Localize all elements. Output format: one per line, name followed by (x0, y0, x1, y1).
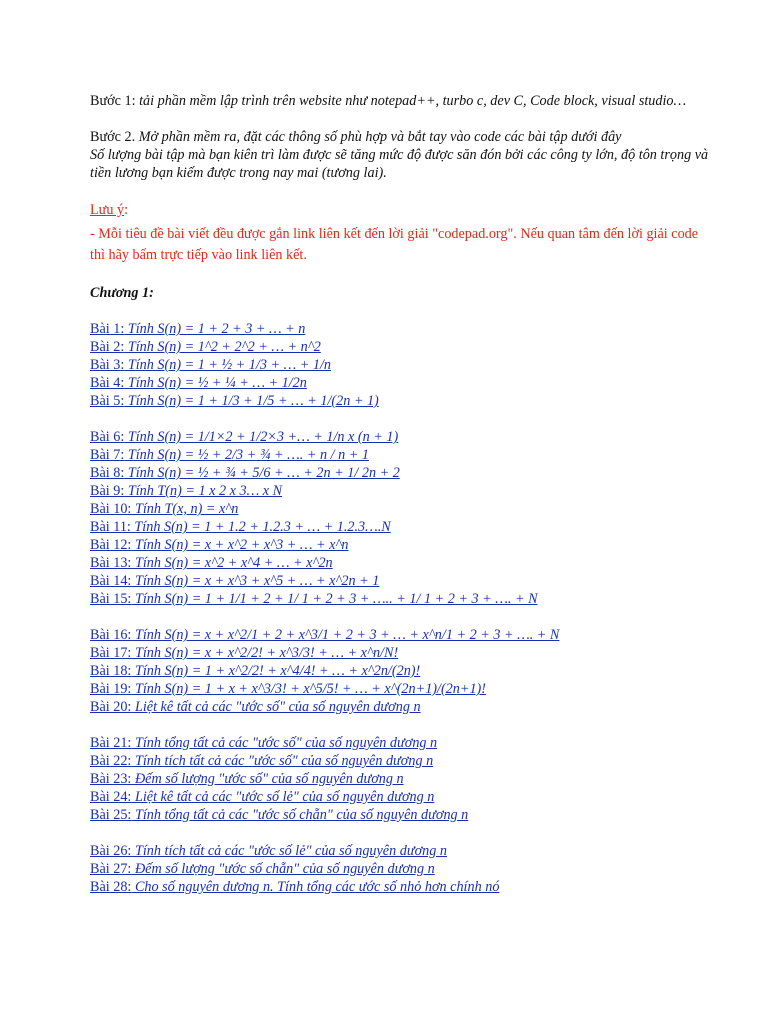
exercise-number: Bài 17: (90, 645, 132, 661)
exercise-title: Liệt kê tất cả các "ước số lẻ" của số nguyên dương n (131, 789, 435, 805)
exercise-number: Bài 4: (90, 375, 125, 391)
note-heading-colon: : (124, 202, 129, 218)
exercise-link[interactable] (90, 428, 710, 446)
exercise-title: Tính S(n) = x + x^3 + x^5 + … + x^2n + 1 (131, 573, 380, 589)
exercise-title: Tính S(n) = 1 + 2 + 3 + … + n (124, 321, 306, 337)
exercise-number: Bài 14: (90, 573, 132, 589)
exercise-title: Tính S(n) = ½ + ¾ + 5/6 + … + 2n + 1/ 2n + 2 (124, 465, 400, 481)
exercise-title: Tính tích tất cả các "ước số" của số nguyên dương n (131, 753, 434, 769)
exercise-group (90, 626, 710, 716)
exercise-number: Bài 7: (90, 447, 125, 463)
exercise-title: Đếm số lượng "ước số" của số nguyên dương n (131, 771, 404, 787)
exercise-link[interactable] (90, 392, 710, 410)
exercise-link[interactable] (90, 788, 710, 806)
exercise-link[interactable] (90, 626, 710, 644)
step-2 (90, 128, 710, 146)
exercise-title: Cho số nguyên dương n. Tính tổng các ước số nhỏ hơn chính nó (131, 879, 500, 895)
exercise-group (90, 842, 710, 896)
exercise-list (90, 320, 710, 896)
exercise-title: Tính S(n) = x^2 + x^4 + … + x^2n (131, 555, 333, 571)
exercise-number: Bài 23: (90, 771, 132, 787)
exercise-link[interactable] (90, 320, 710, 338)
exercise-title: Tính tổng tất cả các "ước số chẵn" của số nguyên dương n (131, 807, 469, 823)
exercise-number: Bài 9: (90, 483, 125, 499)
exercise-number: Bài 18: (90, 663, 132, 679)
exercise-title: Tính tích tất cả các "ước số lẻ" của số nguyên dương n (131, 843, 447, 859)
step-2-prefix: Bước 2. (90, 129, 139, 145)
exercise-number: Bài 19: (90, 681, 132, 697)
exercise-title: Tính S(n) = x + x^2/2! + x^3/3! + … + x^n/N! (131, 645, 399, 661)
document-page (90, 92, 710, 914)
exercise-group (90, 734, 710, 824)
exercise-title: Tính S(n) = 1 + 1.2 + 1.2.3 + … + 1.2.3….N (130, 519, 391, 535)
exercise-title: Tính S(n) = 1 + 1/3 + 1/5 + … + 1/(2n + 1) (124, 393, 379, 409)
exercise-number: Bài 27: (90, 861, 132, 877)
exercise-group (90, 320, 710, 410)
step-2-text: Mở phần mềm ra, đặt các thông số phù hợp và bắt tay vào code các bài tập dưới đây (138, 129, 622, 145)
exercise-number: Bài 2: (90, 339, 125, 355)
exercise-link[interactable] (90, 554, 710, 572)
exercise-number: Bài 5: (90, 393, 125, 409)
exercise-title: Tính S(n) = 1 + x + x^3/3! + x^5/5! + … + x^(2n+1)/(2n+1)! (131, 681, 486, 697)
exercise-link[interactable] (90, 842, 710, 860)
exercise-number: Bài 3: (90, 357, 125, 373)
exercise-link[interactable] (90, 680, 710, 698)
exercise-link[interactable] (90, 464, 710, 482)
step-1 (90, 92, 710, 110)
exercise-link[interactable] (90, 698, 710, 716)
exercise-link[interactable] (90, 878, 710, 896)
exercise-link[interactable] (90, 374, 710, 392)
exercise-number: Bài 24: (90, 789, 132, 805)
exercise-number: Bài 25: (90, 807, 132, 823)
exercise-link[interactable] (90, 860, 710, 878)
exercise-number: Bài 21: (90, 735, 132, 751)
exercise-title: Tính S(n) = 1 + 1/1 + 2 + 1/ 1 + 2 + 3 + ….. + 1/ 1 + 2 + 3 + …. + N (131, 591, 538, 607)
exercise-title: Tính S(n) = ½ + ¼ + … + 1/2n (124, 375, 307, 391)
note-body: - Mỗi tiêu đề bài viết đều được gắn link liên kết đến lời giải "codepad.org". Nếu quan tâm đến lời giải code thì hãy bấm trực tiếp vào link liên kết. (90, 226, 699, 263)
exercise-link[interactable] (90, 338, 710, 356)
exercise-title: Tính S(n) = 1/1×2 + 1/2×3 +… + 1/n x (n + 1) (124, 429, 399, 445)
exercise-title: Tính S(n) = 1 + ½ + 1/3 + … + 1/n (124, 357, 331, 373)
exercise-title: Tính T(n) = 1 x 2 x 3… x N (124, 483, 283, 499)
exercise-link[interactable] (90, 356, 710, 374)
exercise-title: Tính T(x, n) = x^n (131, 501, 239, 517)
exercise-number: Bài 28: (90, 879, 132, 895)
exercise-link[interactable] (90, 572, 710, 590)
exercise-link[interactable] (90, 500, 710, 518)
exercise-number: Bài 1: (90, 321, 125, 337)
exercise-link[interactable] (90, 518, 710, 536)
exercise-number: Bài 13: (90, 555, 132, 571)
exercise-number: Bài 8: (90, 465, 125, 481)
exercise-title: Tính S(n) = ½ + 2/3 + ¾ + …. + n / n + 1 (124, 447, 369, 463)
exercise-number: Bài 26: (90, 843, 132, 859)
exercise-group (90, 428, 710, 608)
exercise-number: Bài 20: (90, 699, 132, 715)
step-1-text: tải phần mềm lập trình trên website như notepad++, turbo c, dev C, Code block, visual studio… (139, 93, 687, 109)
exercise-link[interactable] (90, 536, 710, 554)
exercise-link[interactable] (90, 644, 710, 662)
exercise-link[interactable] (90, 482, 710, 500)
exercise-number: Bài 10: (90, 501, 132, 517)
exercise-link[interactable] (90, 734, 710, 752)
exercise-title: Tính tổng tất cả các "ước số" của số nguyên dương n (131, 735, 438, 751)
chapter-title: Chương 1: (90, 285, 154, 301)
exercise-title: Đếm số lượng "ước số chẵn" của số nguyên dương n (131, 861, 435, 877)
exercise-number: Bài 16: (90, 627, 132, 643)
intro-paragraph (90, 146, 710, 182)
note-heading (90, 201, 710, 219)
exercise-title: Tính S(n) = 1 + x^2/2! + x^4/4! + … + x^2n/(2n)! (131, 663, 421, 679)
exercise-number: Bài 12: (90, 537, 132, 553)
step-1-prefix: Bước 1: (90, 93, 140, 109)
exercise-number: Bài 22: (90, 753, 132, 769)
exercise-link[interactable] (90, 662, 710, 680)
intro-text: Số lượng bài tập mà bạn kiên trì làm được sẽ tăng mức độ được săn đón bởi các công ty lớn, độ tôn trọng và tiền lương bạn kiếm được trong nay mai (tương lai). (90, 147, 709, 181)
exercise-number: Bài 6: (90, 429, 125, 445)
exercise-number: Bài 11: (90, 519, 131, 535)
exercise-title: Tính S(n) = x + x^2 + x^3 + … + x^n (131, 537, 349, 553)
exercise-link[interactable] (90, 752, 710, 770)
exercise-link[interactable] (90, 446, 710, 464)
exercise-link[interactable] (90, 590, 710, 608)
exercise-title: Liệt kê tất cả các "ước số" của số nguyên dương n (131, 699, 421, 715)
exercise-link[interactable] (90, 770, 710, 788)
exercise-link[interactable] (90, 806, 710, 824)
note-heading-text: Lưu ý (90, 202, 125, 218)
exercise-title: Tính S(n) = 1^2 + 2^2 + … + n^2 (124, 339, 321, 355)
exercise-number: Bài 15: (90, 591, 132, 607)
exercise-title: Tính S(n) = x + x^2/1 + 2 + x^3/1 + 2 + 3 + … + x^n/1 + 2 + 3 + …. + N (131, 627, 560, 643)
